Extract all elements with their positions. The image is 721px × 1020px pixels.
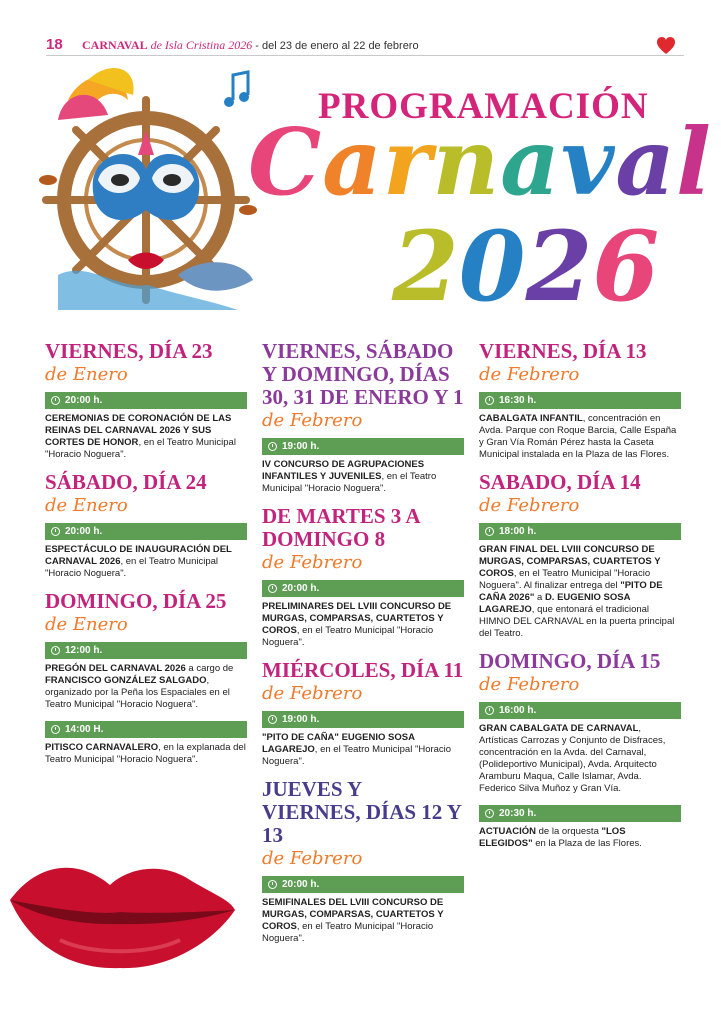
day-heading: VIERNES, DÍA 13 (479, 339, 647, 363)
header-brand-italic: de Isla Cristina 2026 (147, 38, 253, 52)
event-title: ESPECTÁCULO DE INAUGURACIÓN DEL CARNAVAL 2026 (45, 544, 232, 567)
time-bar (262, 438, 464, 455)
time-bar (262, 580, 464, 597)
event-title: ACTUACIÓN (479, 826, 536, 837)
clock-icon (51, 527, 60, 536)
time-bar (45, 392, 247, 409)
event-title: PRELIMINARES DEL LVIII CONCURSO DE MURGAS, COMPARSAS, CUARTETOS Y COROS (262, 601, 452, 636)
event-detail: de la orquesta (536, 826, 602, 837)
month-label: de Febrero (262, 410, 363, 431)
event-time: 20:00 h. (282, 879, 320, 890)
schedule-column-1 (45, 340, 247, 776)
clock-icon (51, 646, 60, 655)
day-heading: VIERNES, SÁBADO Y DOMINGO, DÍAS 30, 31 DE ENERO Y 1 (262, 339, 464, 409)
month-label: de Febrero (262, 683, 363, 704)
event-detail: , en la explanada del Teatro Municipal "Horacio Noguera". (45, 742, 246, 765)
clock-icon (485, 809, 494, 818)
event-description (262, 732, 464, 768)
title-carnaval-letter: C (248, 108, 323, 216)
header-brand (82, 38, 252, 52)
day-block (262, 505, 464, 649)
day-block (262, 659, 464, 768)
lips-illustration (0, 840, 240, 980)
event-detail: , en el Teatro Municipal "Horacio Noguera". (262, 744, 452, 767)
event-time: 20:00 h. (65, 395, 103, 406)
time-bar (45, 523, 247, 540)
event-description (479, 826, 681, 850)
day-heading: SABADO, DÍA 14 (479, 470, 641, 494)
event-title: CEREMONIAS DE CORONACIÓN DE LAS REINAS DEL CARNAVAL 2026 Y SUS CORTES DE HONOR (45, 413, 232, 448)
schedule-column-3 (479, 340, 681, 860)
event-title: SEMIFINALES DEL LVIII CONCURSO DE MURGAS, COMPARSAS, CUARTETOS Y COROS (262, 897, 444, 932)
day-block (45, 590, 247, 766)
header-divider (46, 55, 684, 56)
event-detail: a cargo de (185, 663, 234, 674)
event-title: "PITO DE CAÑA 2026" (479, 580, 663, 603)
title-year-digit: 0 (458, 210, 526, 323)
event-description (479, 413, 681, 461)
heart-icon (656, 36, 676, 56)
event-description (262, 897, 464, 945)
time-bar (45, 721, 247, 738)
event-detail: en la Plaza de las Flores. (532, 838, 642, 849)
event-description (45, 663, 247, 711)
month-label: de Febrero (479, 495, 580, 516)
header-brand-main: CARNAVAL (82, 38, 148, 52)
event-detail: , en el Teatro Municipal "Horacio Noguera". (45, 437, 236, 460)
day-heading: JUEVES Y VIERNES, DÍAS 12 Y 13 (262, 777, 462, 847)
clock-icon (268, 442, 277, 451)
event-time: 19:00 h. (282, 714, 320, 725)
event-title: "LOS ELEGIDOS" (479, 826, 626, 849)
title-carnaval-letter: n (432, 108, 501, 216)
event-title: CABALGATA INFANTIL (479, 413, 583, 424)
event-detail: , concentración en Avda. Parque con Roque Barcia, Calle España y Gran Vía Román Pérez hasta la Caseta Municipal instalada en la Plaza de las Flores. (479, 413, 677, 460)
schedule-column-2 (262, 340, 464, 955)
day-heading: SÁBADO, DÍA 24 (45, 470, 207, 494)
title-carnaval-letter: v (560, 108, 616, 216)
time-bar (479, 392, 681, 409)
month-label: de Febrero (479, 674, 580, 695)
event-time: 16:00 h. (499, 705, 537, 716)
clock-icon (268, 880, 277, 889)
time-bar (479, 523, 681, 540)
title-carnaval-letter: l (675, 108, 712, 216)
time-bar (262, 876, 464, 893)
day-heading: DOMINGO, DÍA 25 (45, 589, 227, 613)
event-description (45, 413, 247, 461)
event-description (45, 544, 247, 580)
event-detail: , en el Teatro Municipal "Horacio Noguera". (262, 625, 434, 648)
clock-icon (51, 396, 60, 405)
clock-icon (51, 725, 60, 734)
title-carnaval-letter: a (500, 108, 561, 216)
event-time: 12:00 h. (65, 645, 103, 656)
time-bar (262, 711, 464, 728)
day-block (45, 471, 247, 580)
title-year-digit: 2 (525, 210, 593, 323)
event-detail: , que entonará el tradicional HIMNO DEL CARNAVAL en la puerta principal del Teatro. (479, 604, 675, 639)
event-detail: , en el Teatro Municipal "Horacio Noguera". (45, 556, 219, 579)
day-block (262, 340, 464, 495)
time-bar (479, 702, 681, 719)
event-title: D. EUGENIO SOSA LAGAREJO (479, 592, 631, 615)
day-heading: MIÉRCOLES, DÍA 11 (262, 658, 464, 682)
event-title: PREGÓN DEL CARNAVAL 2026 (45, 663, 186, 674)
time-bar (479, 805, 681, 822)
event-title: "PITO DE CAÑA" EUGENIO SOSA LAGAREJO (262, 732, 415, 755)
event-time: 20:30 h. (499, 808, 537, 819)
title-year (392, 210, 659, 323)
clock-icon (485, 706, 494, 715)
page-number: 18 (46, 36, 63, 53)
day-heading: DE MARTES 3 A DOMINGO 8 (262, 504, 420, 551)
title-carnaval (248, 108, 712, 216)
event-time: 16:30 h. (499, 395, 537, 406)
page-header (0, 0, 721, 58)
event-description (45, 742, 247, 766)
title-carnaval-letter: r (382, 108, 433, 216)
event-title: GRAN FINAL DEL LVIII CONCURSO DE MURGAS, COMPARSAS, CUARTETOS Y COROS (479, 544, 661, 579)
event-title: GRAN CABALGATA DE CARNAVAL (479, 723, 639, 734)
day-block (479, 471, 681, 640)
event-detail: , en el Teatro Municipal "Horacio Noguera". (262, 921, 434, 944)
carnival-mask-illustration (28, 60, 268, 320)
event-time: 18:00 h. (499, 526, 537, 537)
day-block (45, 340, 247, 461)
month-label: de Enero (45, 495, 128, 516)
title-carnaval-letter: a (322, 108, 383, 216)
event-time: 20:00 h. (282, 583, 320, 594)
event-detail: a (534, 592, 545, 603)
event-description (262, 601, 464, 649)
clock-icon (485, 527, 494, 536)
title-programacion: PROGRAMACIÓN (318, 86, 649, 127)
day-heading: VIERNES, DÍA 23 (45, 339, 213, 363)
title-year-digit: 2 (392, 210, 459, 323)
event-time: 20:00 h. (65, 526, 103, 537)
event-description (479, 723, 681, 795)
header-text (82, 38, 419, 53)
day-heading: DOMINGO, DÍA 15 (479, 649, 661, 673)
event-detail: , en el Teatro Municipal "Horacio Noguera". (262, 471, 437, 494)
event-title: FRANCISCO GONZÁLEZ SALGADO (45, 675, 207, 686)
event-time: 19:00 h. (282, 441, 320, 452)
event-title: IV CONCURSO DE AGRUPACIONES INFANTILES Y JUVENILES (262, 459, 425, 482)
month-label: de Enero (45, 364, 128, 385)
time-bar (45, 642, 247, 659)
event-description (479, 544, 681, 640)
event-description (262, 459, 464, 495)
event-title: PITISCO CARNAVALERO (45, 742, 159, 753)
month-label: de Febrero (262, 848, 363, 869)
title-year-digit: 6 (592, 210, 660, 323)
day-block (479, 340, 681, 461)
event-time: 14:00 H. (65, 724, 104, 735)
month-label: de Febrero (479, 364, 580, 385)
header-dates: - del 23 de enero al 22 de febrero (252, 40, 419, 52)
clock-icon (268, 584, 277, 593)
clock-icon (268, 715, 277, 724)
event-detail: , Artísticas Carrozas y Conjunto de Disfraces, concentración en la Avda. del Carnaval, (Polideportivo Municipal), Avda. Arquitecto Aramburu Maqua, Calle Islamar, Avda. Federico Silva Muñoz y Gran Vía. (479, 723, 666, 794)
event-detail: , organizado por la Peña los Espaciales en el Teatro Municipal "Horacio Noguera". (45, 675, 230, 710)
clock-icon (485, 396, 494, 405)
event-detail: , en el Teatro Municipal "Horacio Noguera". Al finalizar entrega del (479, 568, 651, 591)
day-block (262, 778, 464, 945)
title-carnaval-letter: a (615, 108, 676, 216)
day-block (479, 650, 681, 850)
month-label: de Febrero (262, 552, 363, 573)
month-label: de Enero (45, 614, 128, 635)
